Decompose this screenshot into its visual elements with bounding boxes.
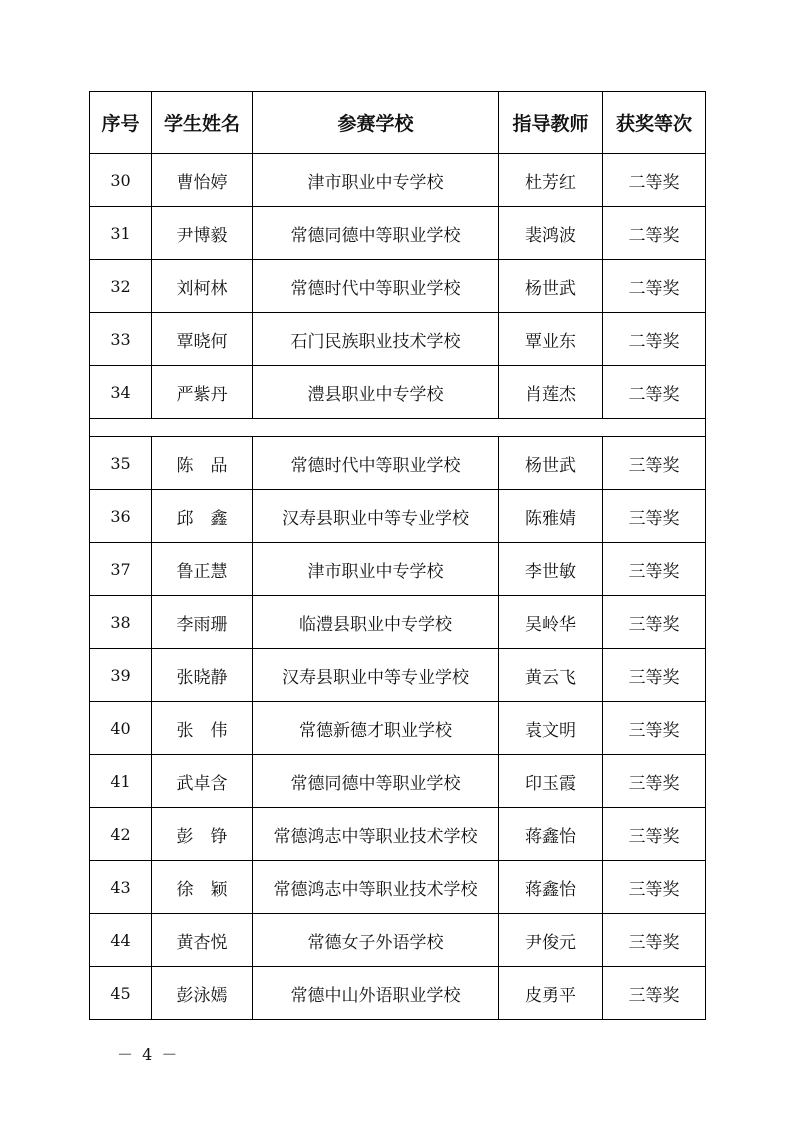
cell-student-name: 陈 品: [152, 437, 253, 490]
cell-school: 津市职业中专学校: [253, 154, 499, 207]
cell-student-name: 彭 铮: [152, 808, 253, 861]
cell-award-level: 三等奖: [603, 596, 706, 649]
table-row: [90, 649, 706, 702]
award-table: [89, 91, 706, 1020]
cell-serial-number: 43: [90, 861, 152, 914]
cell-student-name: 鲁正慧: [152, 543, 253, 596]
cell-serial-number: 38: [90, 596, 152, 649]
cell-serial-number: 39: [90, 649, 152, 702]
cell-school: 津市职业中专学校: [253, 543, 499, 596]
cell-student-name: 严紫丹: [152, 366, 253, 419]
cell-school: 常德同德中等职业学校: [253, 755, 499, 808]
cell-student-name: 彭泳嫣: [152, 967, 253, 1020]
cell-school: 常德时代中等职业学校: [253, 260, 499, 313]
table-row: [90, 207, 706, 260]
table-row: [90, 702, 706, 755]
cell-instructor: 尹俊元: [499, 914, 603, 967]
cell-award-level: 三等奖: [603, 967, 706, 1020]
table-row: [90, 596, 706, 649]
separator-row: [90, 419, 706, 437]
cell-student-name: 李雨珊: [152, 596, 253, 649]
cell-school: 常德同德中等职业学校: [253, 207, 499, 260]
cell-serial-number: 32: [90, 260, 152, 313]
cell-instructor: 李世敏: [499, 543, 603, 596]
cell-student-name: 刘柯林: [152, 260, 253, 313]
cell-serial-number: 31: [90, 207, 152, 260]
table-header-row: [90, 92, 706, 154]
cell-award-level: 三等奖: [603, 755, 706, 808]
cell-award-level: 三等奖: [603, 861, 706, 914]
separator-cell: [90, 419, 706, 437]
cell-serial-number: 40: [90, 702, 152, 755]
table-row: [90, 154, 706, 207]
cell-award-level: 二等奖: [603, 207, 706, 260]
cell-school: 临澧县职业中专学校: [253, 596, 499, 649]
cell-award-level: 二等奖: [603, 154, 706, 207]
cell-instructor: 杨世武: [499, 260, 603, 313]
cell-instructor: 裴鸿波: [499, 207, 603, 260]
cell-instructor: 黄云飞: [499, 649, 603, 702]
cell-award-level: 三等奖: [603, 437, 706, 490]
cell-student-name: 武卓含: [152, 755, 253, 808]
cell-serial-number: 42: [90, 808, 152, 861]
table-row: [90, 260, 706, 313]
cell-serial-number: 33: [90, 313, 152, 366]
cell-student-name: 张 伟: [152, 702, 253, 755]
cell-school: 常德鸿志中等职业技术学校: [253, 861, 499, 914]
cell-instructor: 陈雅婧: [499, 490, 603, 543]
table-row: [90, 967, 706, 1020]
table-row: [90, 755, 706, 808]
cell-serial-number: 30: [90, 154, 152, 207]
cell-award-level: 三等奖: [603, 914, 706, 967]
cell-instructor: 袁文明: [499, 702, 603, 755]
cell-school: 常德时代中等职业学校: [253, 437, 499, 490]
cell-serial-number: 37: [90, 543, 152, 596]
table-row: [90, 366, 706, 419]
cell-award-level: 三等奖: [603, 702, 706, 755]
cell-award-level: 二等奖: [603, 260, 706, 313]
cell-school: 常德女子外语学校: [253, 914, 499, 967]
cell-instructor: 肖莲杰: [499, 366, 603, 419]
page-number: － 4 －: [117, 1045, 180, 1064]
cell-instructor: 印玉霞: [499, 755, 603, 808]
cell-instructor: 吴岭华: [499, 596, 603, 649]
cell-school: 石门民族职业技术学校: [253, 313, 499, 366]
header-student-name: 学生姓名: [152, 92, 253, 154]
cell-instructor: 蒋鑫怡: [499, 861, 603, 914]
header-instructor: 指导教师: [499, 92, 603, 154]
cell-school: 汉寿县职业中等专业学校: [253, 649, 499, 702]
cell-student-name: 邱 鑫: [152, 490, 253, 543]
cell-serial-number: 44: [90, 914, 152, 967]
cell-student-name: 覃晓何: [152, 313, 253, 366]
cell-student-name: 尹博毅: [152, 207, 253, 260]
cell-serial-number: 41: [90, 755, 152, 808]
cell-award-level: 三等奖: [603, 543, 706, 596]
cell-school: 汉寿县职业中等专业学校: [253, 490, 499, 543]
cell-instructor: 杨世武: [499, 437, 603, 490]
cell-instructor: 蒋鑫怡: [499, 808, 603, 861]
group-separator: [90, 419, 706, 437]
cell-school: 常德中山外语职业学校: [253, 967, 499, 1020]
cell-serial-number: 45: [90, 967, 152, 1020]
table-row: [90, 808, 706, 861]
cell-serial-number: 35: [90, 437, 152, 490]
header-serial-number: 序号: [90, 92, 152, 154]
cell-award-level: 二等奖: [603, 313, 706, 366]
cell-instructor: 杜芳红: [499, 154, 603, 207]
table-row: [90, 543, 706, 596]
cell-student-name: 黄杏悦: [152, 914, 253, 967]
cell-serial-number: 34: [90, 366, 152, 419]
cell-student-name: 徐 颖: [152, 861, 253, 914]
second-prize-group: [90, 154, 706, 419]
cell-award-level: 二等奖: [603, 366, 706, 419]
cell-student-name: 曹怡婷: [152, 154, 253, 207]
third-prize-group: [90, 437, 706, 1020]
cell-instructor: 覃业东: [499, 313, 603, 366]
cell-award-level: 三等奖: [603, 808, 706, 861]
cell-award-level: 三等奖: [603, 649, 706, 702]
table-row: [90, 490, 706, 543]
cell-award-level: 三等奖: [603, 490, 706, 543]
cell-instructor: 皮勇平: [499, 967, 603, 1020]
cell-school: 常德新德才职业学校: [253, 702, 499, 755]
cell-student-name: 张晓静: [152, 649, 253, 702]
cell-school: 常德鸿志中等职业技术学校: [253, 808, 499, 861]
cell-serial-number: 36: [90, 490, 152, 543]
table-row: [90, 914, 706, 967]
header-school: 参赛学校: [253, 92, 499, 154]
header-award-level: 获奖等次: [603, 92, 706, 154]
table-row: [90, 313, 706, 366]
cell-school: 澧县职业中专学校: [253, 366, 499, 419]
table-row: [90, 861, 706, 914]
table-row: [90, 437, 706, 490]
